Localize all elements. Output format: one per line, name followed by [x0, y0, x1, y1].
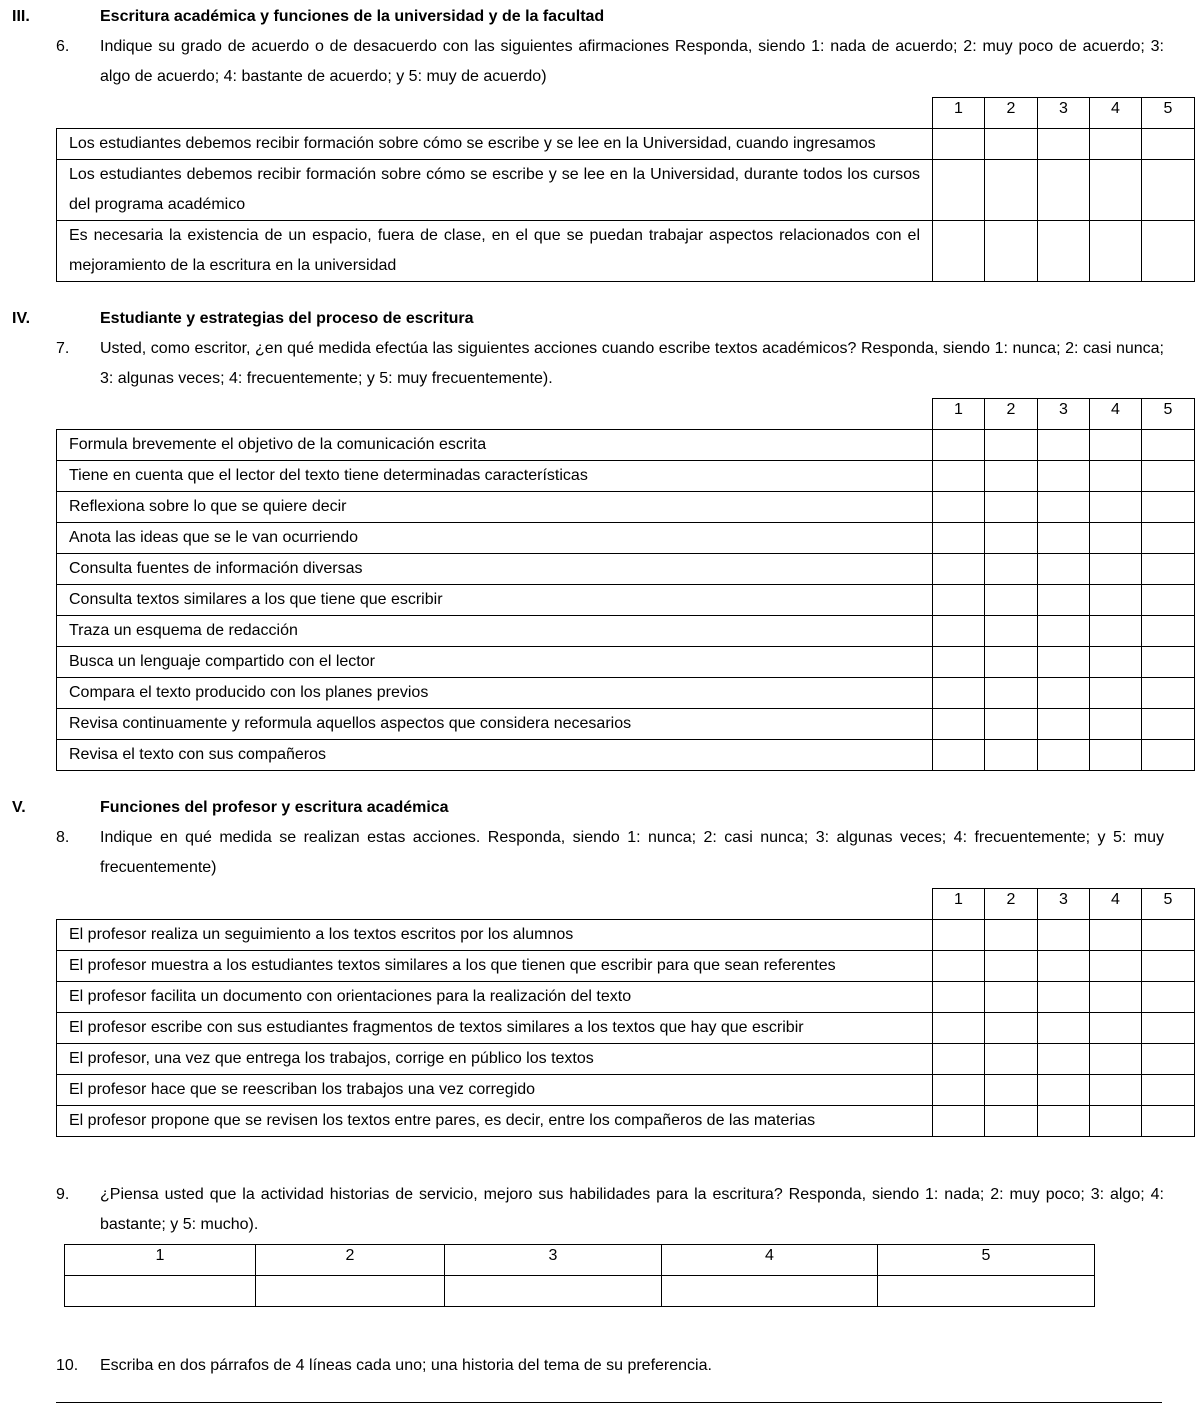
scale-header: 3: [1038, 889, 1090, 920]
rating-cell[interactable]: [1142, 430, 1195, 461]
rating-cell[interactable]: [1142, 709, 1195, 740]
section-title: Estudiante y estrategias del proceso de escritura: [100, 310, 474, 327]
scale-header: 4: [662, 1245, 878, 1276]
statement: Traza un esquema de redacción: [57, 616, 933, 647]
rating-cell[interactable]: [933, 523, 985, 554]
rating-cell[interactable]: [1090, 160, 1142, 221]
table-header-row: [57, 98, 1195, 129]
rating-cell[interactable]: [1090, 740, 1142, 771]
statement: Anota las ideas que se le van ocurriendo: [57, 523, 933, 554]
rating-cell[interactable]: [1038, 709, 1090, 740]
rating-cell[interactable]: [1090, 678, 1142, 709]
rating-cell[interactable]: [933, 1044, 985, 1075]
table-row: [57, 523, 1195, 554]
rating-cell[interactable]: [933, 616, 985, 647]
rating-cell[interactable]: [985, 554, 1038, 585]
scale-header: 1: [65, 1245, 256, 1276]
rating-cell[interactable]: [933, 920, 985, 951]
rating-cell[interactable]: [933, 585, 985, 616]
rating-cell[interactable]: [933, 951, 985, 982]
scale-header: 3: [445, 1245, 662, 1276]
rating-cell[interactable]: [985, 492, 1038, 523]
table-row: [57, 1013, 1195, 1044]
rating-cell[interactable]: [1038, 920, 1090, 951]
table-row: [57, 585, 1195, 616]
rating-cell[interactable]: [1038, 647, 1090, 678]
statement: El profesor muestra a los estudiantes textos similares a los que tienen que escribir para que sean referentes: [57, 951, 933, 982]
rating-cell[interactable]: [933, 461, 985, 492]
rating-cell[interactable]: [1142, 1075, 1195, 1106]
rating-cell[interactable]: [1038, 1075, 1090, 1106]
scale-header: 4: [1090, 889, 1142, 920]
rating-cell[interactable]: [1090, 461, 1142, 492]
rating-cell[interactable]: [933, 160, 985, 221]
table-row: [57, 430, 1195, 461]
rating-cell[interactable]: [1038, 1044, 1090, 1075]
table-row: [57, 1106, 1195, 1137]
rating-cell[interactable]: [1038, 160, 1090, 221]
rating-cell[interactable]: [445, 1276, 662, 1307]
rating-table-q9: [64, 1244, 1095, 1307]
rating-cell[interactable]: [933, 1013, 985, 1044]
rating-cell[interactable]: [1038, 430, 1090, 461]
table-row: [57, 709, 1195, 740]
rating-cell[interactable]: [1090, 709, 1142, 740]
question-number: 10.: [56, 1357, 79, 1374]
section-title: Funciones del profesor y escritura académica: [100, 799, 449, 816]
rating-cell[interactable]: [985, 740, 1038, 771]
rating-cell[interactable]: [1142, 523, 1195, 554]
rating-cell[interactable]: [1142, 492, 1195, 523]
rating-cell[interactable]: [933, 740, 985, 771]
table-row: [65, 1276, 1095, 1307]
table-row: [57, 129, 1195, 160]
rating-cell[interactable]: [1090, 616, 1142, 647]
rating-cell[interactable]: [878, 1276, 1095, 1307]
rating-table-q8: [56, 888, 1195, 1137]
table-row: [57, 982, 1195, 1013]
rating-cell[interactable]: [985, 616, 1038, 647]
rating-cell[interactable]: [985, 1106, 1038, 1137]
rating-cell[interactable]: [1090, 1106, 1142, 1137]
rating-cell[interactable]: [1090, 554, 1142, 585]
statement: El profesor, una vez que entrega los trabajos, corrige en público los textos: [57, 1044, 933, 1075]
rating-cell[interactable]: [1038, 523, 1090, 554]
rating-cell[interactable]: [1090, 585, 1142, 616]
statement: El profesor facilita un documento con orientaciones para la realización del texto: [57, 982, 933, 1013]
rating-cell[interactable]: [985, 129, 1038, 160]
rating-cell[interactable]: [1090, 920, 1142, 951]
rating-cell[interactable]: [1038, 982, 1090, 1013]
question-number: 8.: [56, 829, 70, 846]
statement: Compara el texto producido con los planes previos: [57, 678, 933, 709]
table-row: [57, 616, 1195, 647]
rating-cell[interactable]: [985, 461, 1038, 492]
table-row: [57, 920, 1195, 951]
rating-cell[interactable]: [985, 920, 1038, 951]
statement: El profesor realiza un seguimiento a los textos escritos por los alumnos: [57, 920, 933, 951]
statement: Reflexiona sobre lo que se quiere decir: [57, 492, 933, 523]
rating-cell[interactable]: [1142, 982, 1195, 1013]
table-row: [57, 1075, 1195, 1106]
rating-cell[interactable]: [1038, 1013, 1090, 1044]
rating-table-q6: [56, 97, 1195, 282]
rating-cell[interactable]: [985, 430, 1038, 461]
rating-cell[interactable]: [1090, 647, 1142, 678]
rating-cell[interactable]: [1038, 951, 1090, 982]
rating-cell[interactable]: [1038, 585, 1090, 616]
rating-cell[interactable]: [1142, 1106, 1195, 1137]
scale-header: 5: [1142, 889, 1195, 920]
rating-cell[interactable]: [985, 982, 1038, 1013]
scale-header: 3: [1038, 399, 1090, 430]
table-row: [57, 160, 1195, 221]
rating-cell[interactable]: [1038, 221, 1090, 282]
scale-header: 5: [878, 1245, 1095, 1276]
table-row: [57, 461, 1195, 492]
section-number: III.: [12, 8, 30, 25]
rating-cell[interactable]: [933, 492, 985, 523]
rating-cell[interactable]: [1142, 616, 1195, 647]
rating-cell[interactable]: [933, 554, 985, 585]
scale-header: 4: [1090, 98, 1142, 129]
rating-cell[interactable]: [1142, 951, 1195, 982]
section-title: Escritura académica y funciones de la universidad y de la facultad: [100, 8, 605, 25]
rating-cell[interactable]: [1142, 554, 1195, 585]
rating-cell[interactable]: [1038, 678, 1090, 709]
rating-cell[interactable]: [1142, 678, 1195, 709]
rating-cell[interactable]: [1090, 982, 1142, 1013]
rating-cell[interactable]: [1090, 1044, 1142, 1075]
table-row: [57, 221, 1195, 282]
table-row: [57, 678, 1195, 709]
rating-cell[interactable]: [985, 678, 1038, 709]
scale-header: 1: [933, 399, 985, 430]
rating-cell[interactable]: [1090, 951, 1142, 982]
statement: El profesor hace que se reescriban los trabajos una vez corregido: [57, 1075, 933, 1106]
question-text: Indique su grado de acuerdo o de desacuerdo con las siguientes afirmaciones Responda, siendo 1: nada de acuerdo; 2: muy poco de acuerdo; 3: algo de acuerdo; 4: bastante de acuerdo; y 5: muy de acuerdo): [100, 38, 1164, 85]
scale-header: 2: [985, 889, 1038, 920]
rating-cell[interactable]: [65, 1276, 256, 1307]
question-text: Escriba en dos párrafos de 4 líneas cada uno; una historia del tema de su preferencia.: [100, 1357, 712, 1374]
rating-cell[interactable]: [933, 1075, 985, 1106]
statement: Revisa el texto con sus compañeros: [57, 740, 933, 771]
scale-header: 3: [1038, 98, 1090, 129]
rating-table-q7: [56, 398, 1195, 771]
statement: Consulta fuentes de información diversas: [57, 554, 933, 585]
rating-cell[interactable]: [933, 430, 985, 461]
rating-cell[interactable]: [933, 1106, 985, 1137]
scale-header: 1: [933, 889, 985, 920]
statement: Consulta textos similares a los que tiene que escribir: [57, 585, 933, 616]
rating-cell[interactable]: [1142, 740, 1195, 771]
statement: Los estudiantes debemos recibir formación sobre cómo se escribe y se lee en la Universidad, cuando ingresamos: [57, 129, 933, 160]
statement: Es necesaria la existencia de un espacio, fuera de clase, en el que se puedan trabajar aspectos relacionados con el mejoramiento de la escritura en la universidad: [57, 221, 933, 282]
question-number: 7.: [56, 340, 70, 357]
rating-cell[interactable]: [1142, 221, 1195, 282]
rating-cell[interactable]: [1038, 554, 1090, 585]
rating-cell[interactable]: [1090, 1013, 1142, 1044]
table-header-row: [57, 399, 1195, 430]
question-number: 6.: [56, 38, 70, 55]
rating-cell[interactable]: [1090, 430, 1142, 461]
rating-cell[interactable]: [1142, 160, 1195, 221]
rating-cell[interactable]: [985, 709, 1038, 740]
scale-header: 1: [933, 98, 985, 129]
section-number: V.: [12, 799, 26, 816]
rating-cell[interactable]: [662, 1276, 878, 1307]
rating-cell[interactable]: [1142, 129, 1195, 160]
section-number: IV.: [12, 310, 31, 327]
table-header-row: [57, 889, 1195, 920]
statement: El profesor propone que se revisen los textos entre pares, es decir, entre los compañeros de las materias: [57, 1106, 933, 1137]
rating-cell[interactable]: [1038, 492, 1090, 523]
rating-cell[interactable]: [1090, 129, 1142, 160]
rating-cell[interactable]: [1142, 1013, 1195, 1044]
rating-cell[interactable]: [1142, 920, 1195, 951]
rating-cell[interactable]: [985, 523, 1038, 554]
scale-header: 5: [1142, 399, 1195, 430]
rating-cell[interactable]: [985, 221, 1038, 282]
table-row: [57, 492, 1195, 523]
table-row: [57, 647, 1195, 678]
statement: Busca un lenguaje compartido con el lector: [57, 647, 933, 678]
rating-cell[interactable]: [985, 1013, 1038, 1044]
rating-cell[interactable]: [256, 1276, 445, 1307]
rating-cell[interactable]: [1038, 740, 1090, 771]
rating-cell[interactable]: [985, 1044, 1038, 1075]
scale-header: 2: [985, 399, 1038, 430]
answer-line[interactable]: [56, 1402, 1162, 1403]
rating-cell[interactable]: [933, 982, 985, 1013]
table-row: [57, 1044, 1195, 1075]
rating-cell[interactable]: [1142, 647, 1195, 678]
statement: Formula brevemente el objetivo de la comunicación escrita: [57, 430, 933, 461]
rating-cell[interactable]: [985, 647, 1038, 678]
question-text: Usted, como escritor, ¿en qué medida efectúa las siguientes acciones cuando escribe textos académicos? Responda, siendo 1: nunca; 2: casi nunca; 3: algunas veces; 4: frecuentemente; y 5: muy frecuentemente).: [100, 340, 1164, 387]
rating-cell[interactable]: [933, 647, 985, 678]
statement: Revisa continuamente y reformula aquellos aspectos que considera necesarios: [57, 709, 933, 740]
rating-cell[interactable]: [1038, 616, 1090, 647]
statement: El profesor escribe con sus estudiantes fragmentos de textos similares a los textos que hay que escribir: [57, 1013, 933, 1044]
rating-cell[interactable]: [985, 160, 1038, 221]
scale-header: 5: [1142, 98, 1195, 129]
rating-cell[interactable]: [1090, 492, 1142, 523]
rating-cell[interactable]: [985, 1075, 1038, 1106]
statement: Tiene en cuenta que el lector del texto tiene determinadas características: [57, 461, 933, 492]
rating-cell[interactable]: [1142, 1044, 1195, 1075]
rating-cell[interactable]: [1090, 1075, 1142, 1106]
rating-cell[interactable]: [1142, 461, 1195, 492]
table-header-row: [65, 1245, 1095, 1276]
rating-cell[interactable]: [933, 129, 985, 160]
rating-cell[interactable]: [933, 709, 985, 740]
table-row: [57, 951, 1195, 982]
rating-cell[interactable]: [1038, 461, 1090, 492]
rating-cell[interactable]: [985, 951, 1038, 982]
question-text: ¿Piensa usted que la actividad historias de servicio, mejoro sus habilidades para la escritura? Responda, siendo 1: nada; 2: muy poco; 3: algo; 4: bastante; y 5: mucho).: [100, 1186, 1164, 1233]
table-row: [57, 740, 1195, 771]
statement: Los estudiantes debemos recibir formación sobre cómo se escribe y se lee en la Universidad, durante todos los cursos del programa académico: [57, 160, 933, 221]
scale-header: 2: [985, 98, 1038, 129]
rating-cell[interactable]: [985, 585, 1038, 616]
rating-cell[interactable]: [1038, 1106, 1090, 1137]
rating-cell[interactable]: [1038, 129, 1090, 160]
rating-cell[interactable]: [933, 678, 985, 709]
table-row: [57, 554, 1195, 585]
question-text: Indique en qué medida se realizan estas acciones. Responda, siendo 1: nunca; 2: casi nunca; 3: algunas veces; 4: frecuentemente; y 5: muy frecuentemente): [100, 829, 1164, 876]
scale-header: 2: [256, 1245, 445, 1276]
rating-cell[interactable]: [1090, 221, 1142, 282]
question-number: 9.: [56, 1186, 70, 1203]
rating-cell[interactable]: [1090, 523, 1142, 554]
scale-header: 4: [1090, 399, 1142, 430]
rating-cell[interactable]: [933, 221, 985, 282]
rating-cell[interactable]: [1142, 585, 1195, 616]
